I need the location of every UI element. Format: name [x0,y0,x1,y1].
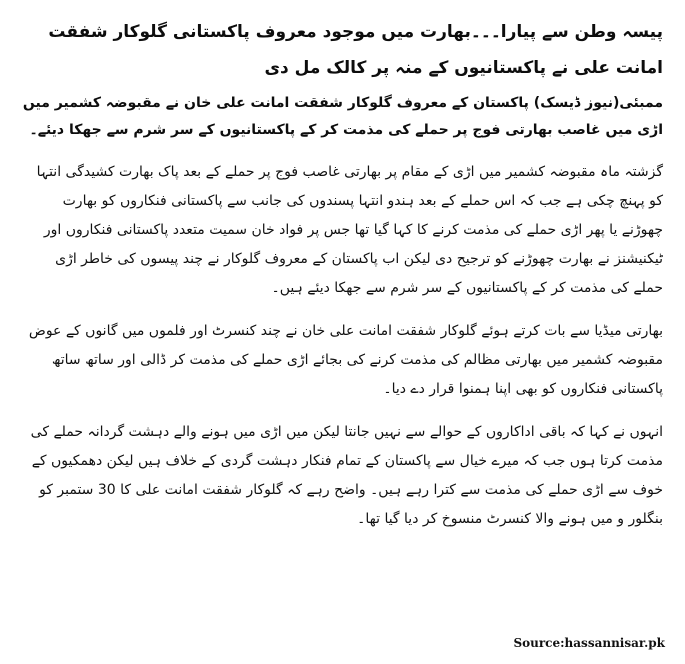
source-credit: Source:hassannisar.pk [513,636,665,650]
article-lead: ممبئی(نیوز ڈیسک) پاکستان کے معروف گلوکار شفقت امانت علی خان نے مقبوضہ کشمیر میں اڑی میں غاصب بھارتی فوج پر حملے کی مذمت کر کے پاکستانیوں کے سر شرم سے جھکا دیئے۔ [22,95,663,138]
article-paragraph: گزشتہ ماہ مقبوضہ کشمیر میں اڑی کے مقام پر بھارتی غاصب فوج پر حملے کے بعد پاک بھارت کشیدگی انتہا کو پہنچ چکی ہے جب کہ اس حملے کے بعد ہندو انتہا پسندوں کی جانب سے پاکستانی فنکاروں کو بھارت چھوڑنے یا پھر اڑی حملے کی مذمت کرنے کا کہا گیا تھا جس پر فواد خان سمیت متعدد پاکستانی فنکاروں اور ٹیکنیشنز نے بھارت چھوڑنے کو ترجیح دی لیکن اب پاکستان کے معروف گلوکار نے چند پیسوں کی خاطر اڑی حملے کی مذمت کر کے پاکستانیوں کے سر شرم سے جھکا دیئے ہیں۔ [36,164,663,296]
article-headline: پیسہ وطن سے پیارا۔۔۔بھارت میں موجود معروف پاکستانی گلوکار شفقت امانت علی نے پاکستانیوں کے منہ پر کالک مل دی [48,22,663,78]
article-paragraph: انہوں نے کہا کہ باقی اداکاروں کے حوالے سے نہیں جانتا لیکن میں اڑی میں ہونے والے دہشت گردانہ حملے کی مذمت کرتا ہوں جب کہ میرے خیال سے پاکستان کے تمام فنکار دہشت گردی کے خلاف ہیں لیکن دھمکیوں کے خوف سے اڑی حملے کی مذمت سے کترا رہے ہیں۔ واضح رہے کہ گلوکار شفقت امانت علی کا 30 ستمبر کو بنگلور و میں ہونے والا کنسرٹ منسوخ کر دیا گیا تھا۔ [30,424,663,527]
article-paragraph: بھارتی میڈیا سے بات کرتے ہوئے گلوکار شفقت امانت علی خان نے چند کنسرٹ اور فلموں میں گانوں کے عوض مقبوضہ کشمیر میں بھارتی مظالم کی مذمت کرنے کی بجائے اڑی حملے کی مذمت کر ڈالی اور ساتھ ساتھ پاکستانی فنکاروں کو بھی اپنا ہمنوا قرار دے دیا۔ [28,323,663,397]
